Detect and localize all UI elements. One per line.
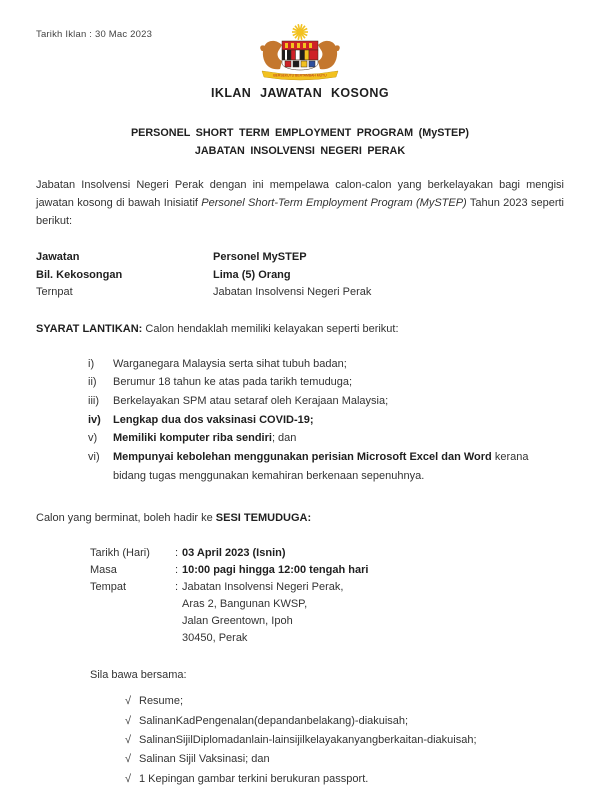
position-summary-table (36, 249, 564, 302)
venue-address-line: 30450, Perak (182, 632, 248, 645)
requirement-item (88, 411, 564, 430)
detail-colon: : (175, 547, 179, 560)
coat-of-arms-motto: BERSEKUTU BERTAMBAH MUTU (273, 73, 327, 78)
publish-date: Tarikh Iklan : 30 Mac 2023 (36, 29, 153, 40)
department-name: JABATAN INSOLVENSI NEGERI PERAK (194, 145, 406, 157)
position-value-tempat: Jabatan Insolvensi Negeri Perak (213, 286, 372, 298)
requirement-item (88, 429, 564, 448)
interview-row-date (90, 545, 564, 562)
syarat-lantikan-label: SYARAT LANTIKAN: (36, 322, 143, 335)
interview-row-time (90, 562, 564, 579)
position-label-jawatan: Jawatan (36, 251, 80, 263)
detail-colon: : (175, 581, 179, 594)
venue-address-line: Jalan Greentown, Ipoh (182, 615, 293, 628)
check-mark-icon: √ (125, 714, 132, 727)
check-mark-icon: √ (125, 734, 132, 747)
intro-text-2: Tahun 2023 seperti berikut: (36, 197, 564, 227)
checklist-item (125, 712, 564, 731)
check-mark-icon: √ (125, 772, 132, 785)
requirements-heading (36, 323, 564, 335)
item-text: Berumur 18 tahun ke atas pada tarikh temuduga; (113, 376, 353, 389)
requirement-item (88, 355, 564, 374)
detail-label: Tarikh (Hari) (90, 547, 150, 560)
detail-label: Masa (90, 564, 117, 577)
detail-colon: : (175, 564, 179, 577)
document-subtitle (36, 124, 564, 160)
program-name-italic: Personel Short-Term Employment Program (MySTEP) (201, 197, 467, 209)
checklist-item-text: SalinanKadPengenalan(depandanbelakang)-diakuisah; (139, 714, 409, 727)
check-mark-icon: √ (125, 753, 132, 766)
item-numeral: iii) (88, 394, 99, 407)
interview-details (90, 545, 564, 647)
program-name: PERSONEL SHORT TERM EMPLOYMENT PROGRAM (MySTEP) (130, 127, 470, 139)
item-numeral: ii) (88, 376, 97, 389)
item-numeral: i) (88, 357, 95, 370)
position-value-kekosongan: Lima (5) Orang (213, 268, 291, 281)
item-numeral: iv) (88, 413, 101, 426)
checklist-item (125, 692, 564, 711)
item-numeral: v) (88, 432, 98, 445)
requirement-item (88, 373, 564, 392)
intro-paragraph (36, 176, 564, 230)
detail-value: 03 April 2023 (Isnin) (182, 547, 286, 560)
checklist-item (125, 731, 564, 750)
checklist-item (125, 750, 564, 769)
intro-text-1: Jabatan Insolvensi Negeri Perak dengan ini mempelawa calon-calon yang berkelayakan bagi mengisi jawatan kosong di bawah Inisiatif (36, 179, 564, 209)
bring-items-checklist (125, 692, 564, 788)
checklist-item-text: Resume; (139, 695, 184, 708)
requirements-list (88, 355, 564, 486)
interview-row-venue (90, 579, 564, 596)
position-label-tempat: Ternpat (36, 286, 73, 298)
invite-text: Calon yang berminat, boleh hadir ke (36, 512, 216, 525)
item-text: Lengkap dua dos vaksinasi COVID-19; (113, 413, 314, 426)
detail-value: 10:00 pagi hingga 12:00 tengah hari (182, 564, 369, 577)
position-label-kekosongan: Bil. Kekosongan (36, 268, 123, 281)
checklist-item-text: 1 Kepingan gambar terkini berukuran passport. (139, 772, 369, 785)
item-text: Memiliki komputer riba sendiri; dan (113, 432, 297, 445)
detail-label: Tempat (90, 581, 127, 594)
venue-address-line: Aras 2, Bangunan KWSP, (182, 598, 308, 611)
position-value-jawatan: Personel MySTEP (213, 251, 307, 263)
checklist-item (125, 770, 564, 789)
syarat-lantikan-text: Calon hendaklah memiliki kelayakan seperti berikut: (142, 322, 399, 335)
item-numeral: vi) (88, 451, 100, 464)
check-mark-icon: √ (125, 695, 132, 708)
malaysia-coat-of-arms-icon (252, 23, 348, 86)
interview-invitation (36, 496, 564, 524)
item-text: Warganegara Malaysia serta sihat tubuh badan; (113, 357, 347, 370)
requirement-item (88, 392, 564, 411)
detail-value: Jabatan Insolvensi Negeri Perak, (182, 581, 344, 594)
requirement-item (88, 448, 564, 485)
bring-items-heading: Sila bawa bersama: (90, 669, 187, 682)
sesi-temuduga-label: SESI TEMUDUGA: (215, 512, 312, 525)
checklist-item-text: SalinanSijilDiplomadanlain-lainsijilkelayakanyangberkaitan-diakuisah; (139, 734, 477, 747)
item-text: Mempunyai kebolehan menggunakan perisian Microsoft Excel dan Word kerana bidang tugas menggunakan kemahiran berkenaan sepenuhnya. (113, 451, 529, 482)
item-text: Berkelayakan SPM atau setaraf oleh Kerajaan Malaysia; (113, 394, 389, 407)
document-title: IKLAN JAWATAN KOSONG (211, 86, 389, 100)
document-body (36, 86, 564, 789)
checklist-item-text: Salinan Sijil Vaksinasi; dan (139, 753, 270, 766)
